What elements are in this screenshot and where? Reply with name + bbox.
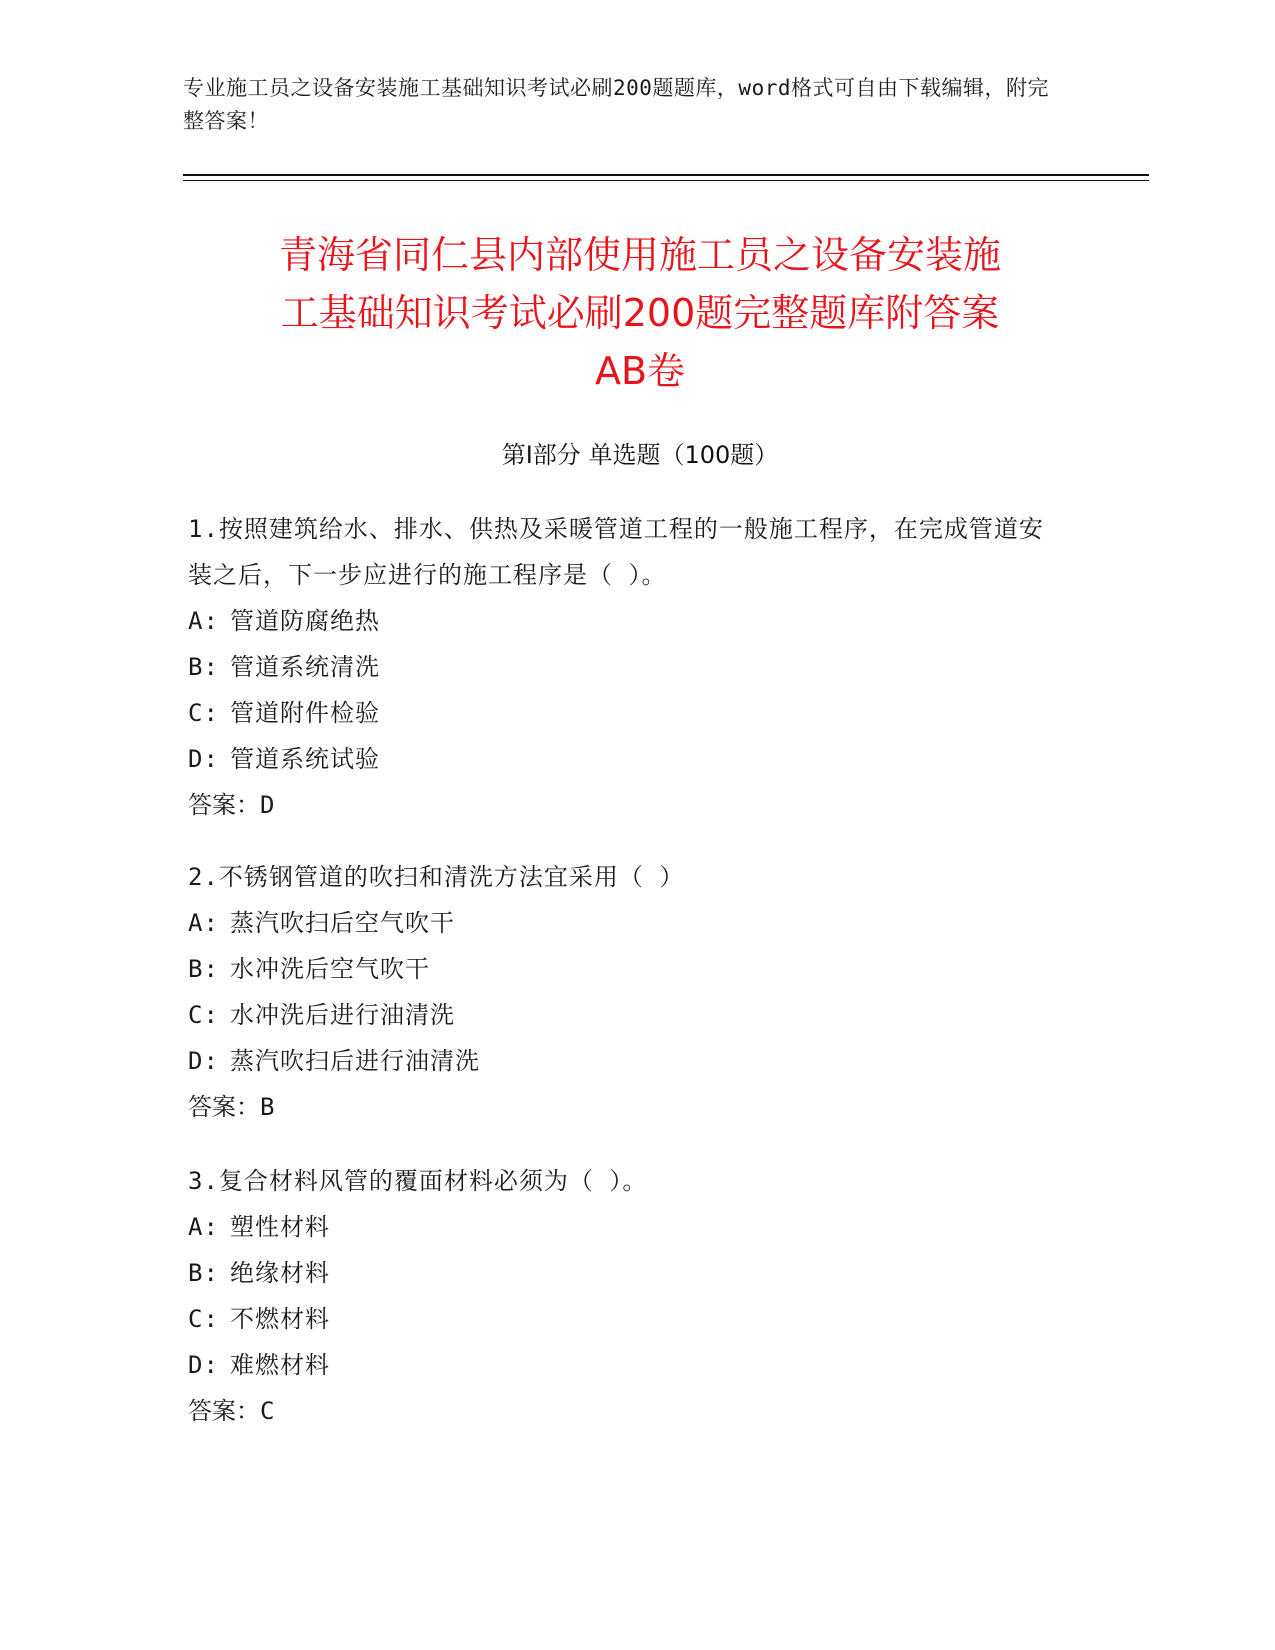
option-letter: C:: [188, 699, 219, 727]
option-text: 水冲洗后进行油清洗: [230, 1001, 455, 1029]
option-letter: B:: [188, 653, 219, 681]
option-letter: A:: [188, 607, 219, 635]
question-stem: 1.按照建筑给水、排水、供热及采暖管道工程的一般施工程序，在完成管道安装之后，下一步应进行的施工程序是（ ）。: [188, 515, 1044, 589]
answer-value: B: [260, 1093, 275, 1121]
option-a: [188, 900, 1058, 946]
option-text: 管道防腐绝热: [230, 607, 380, 635]
option-b: [188, 1250, 1058, 1296]
option-text: 难燃材料: [230, 1351, 330, 1379]
answer-label: 答案：: [188, 791, 260, 819]
section-title: 第Ⅰ部分 单选题（100题）: [501, 441, 779, 469]
option-c: [188, 1296, 1058, 1342]
document-title: [160, 226, 1120, 400]
option-letter: D:: [188, 1047, 219, 1075]
option-text: 塑性材料: [230, 1213, 330, 1241]
option-letter: C:: [188, 1001, 219, 1029]
option-text: 管道附件检验: [230, 699, 380, 727]
answer-value: D: [260, 791, 275, 819]
answer-value: C: [260, 1397, 275, 1425]
option-text: 水冲洗后空气吹干: [230, 955, 430, 983]
option-text: 绝缘材料: [230, 1259, 330, 1287]
answer-label: 答案：: [188, 1093, 260, 1121]
answer-line: [188, 782, 1058, 828]
question-2: [188, 854, 1058, 1130]
option-text: 管道系统试验: [230, 745, 380, 773]
title-line-2: 工基础知识考试必刷200题完整题库附答案: [280, 291, 1000, 335]
header-rule-thin: [183, 180, 1149, 181]
option-d: [188, 736, 1058, 782]
option-d: [188, 1342, 1058, 1388]
option-text: 不燃材料: [230, 1305, 330, 1333]
option-b: [188, 946, 1058, 992]
option-letter: B:: [188, 1259, 219, 1287]
option-c: [188, 992, 1058, 1038]
option-d: [188, 1038, 1058, 1084]
option-letter: C:: [188, 1305, 219, 1333]
header-note: 专业施工员之设备安装施工基础知识考试必刷200题题库，word格式可自由下载编辑，附完整答案！: [183, 76, 1049, 133]
answer-line: [188, 1084, 1058, 1130]
title-line-3: AB卷: [594, 349, 686, 393]
question-3: [188, 1158, 1058, 1434]
option-c: [188, 690, 1058, 736]
option-text: 管道系统清洗: [230, 653, 380, 681]
option-letter: B:: [188, 955, 219, 983]
option-text: 蒸汽吹扫后进行油清洗: [230, 1047, 480, 1075]
option-letter: A:: [188, 1213, 219, 1241]
answer-label: 答案：: [188, 1397, 260, 1425]
option-a: [188, 1204, 1058, 1250]
option-b: [188, 644, 1058, 690]
question-stem: 3.复合材料风管的覆面材料必须为（ ）。: [188, 1167, 648, 1195]
title-line-1: 青海省同仁县内部使用施工员之设备安装施: [278, 233, 1001, 277]
answer-line: [188, 1388, 1058, 1434]
option-a: [188, 598, 1058, 644]
option-letter: D:: [188, 745, 219, 773]
option-text: 蒸汽吹扫后空气吹干: [230, 909, 455, 937]
header-rule-thick: [183, 174, 1149, 176]
question-stem: 2.不锈钢管道的吹扫和清洗方法宜采用（ ）: [188, 863, 685, 891]
option-letter: A:: [188, 909, 219, 937]
option-letter: D:: [188, 1351, 219, 1379]
question-1: [188, 506, 1058, 828]
